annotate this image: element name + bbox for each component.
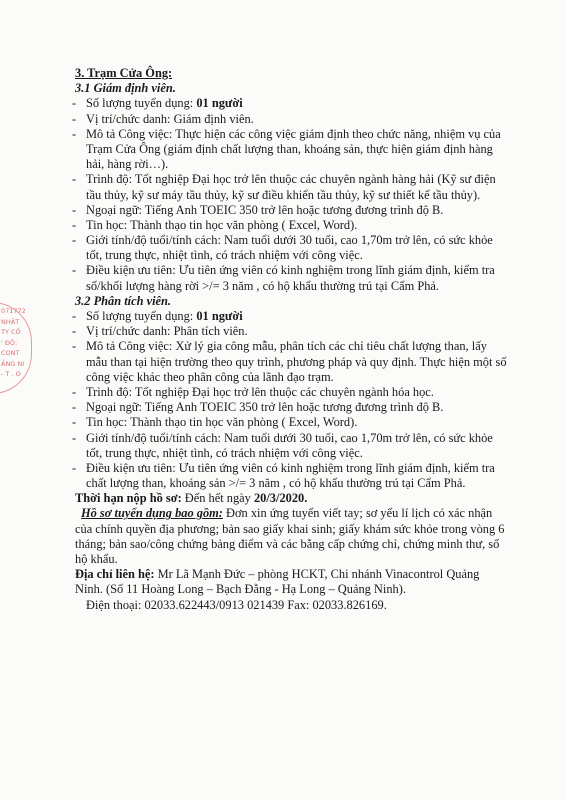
contact-label: Địa chỉ liên hệ:	[75, 567, 155, 582]
contact-phone: Điện thoại: 02033.622443/0913 021439 Fax: 02033.826169.	[86, 597, 387, 612]
desc-line: Trạm Cửa Ông (giám định chất lượng than, khoáng sản, thực hiện giám định hàng	[86, 141, 493, 156]
edu-line: Trình độ: Tốt nghiệp Đại học trở lên thuộc các chuyên ngành hàng hải (Kỹ sư điện	[86, 172, 496, 187]
bullet-dash: -	[72, 384, 77, 399]
desc-line: Mô tả Công việc: Xử lý gia công mẫu, phân tích các chỉ tiêu chất lượng than, lấy	[86, 339, 487, 354]
deadline-label: Thời hạn nộp hồ sơ:	[75, 491, 182, 506]
bullet-dash: -	[72, 339, 77, 354]
subsection-title-3-1: 3.1 Giám định viên.	[75, 81, 176, 96]
dossier-label: Hồ sơ tuyển dụng bao gồm:	[81, 506, 223, 521]
bullet-dash: -	[72, 96, 77, 111]
gender-line: tốt, trung thực, nhiệt tình, có trách nhiệm với công việc.	[86, 248, 363, 263]
deadline-line	[0, 491, 565, 506]
dossier-text: Đơn xin ứng tuyển viết tay; sơ yếu lí lịch có xác nhận	[222, 506, 493, 521]
contact-text: Mr Lã Mạnh Đức – phòng HCKT, Chi nhánh Vinacontrol Quảng	[154, 567, 480, 582]
desc-line: công việc khác theo phân công của lãnh đạo trạm.	[86, 369, 334, 384]
bullet-dash: -	[72, 460, 77, 475]
subsection-title-3-2: 3.2 Phân tích viên.	[75, 293, 172, 308]
list-item	[0, 461, 565, 476]
section-title: 3. Trạm Cửa Ông:	[75, 66, 173, 80]
list-item	[0, 218, 565, 233]
dossier-text: hộ khẩu.	[75, 552, 118, 566]
priority-line: Điều kiện ưu tiên: Ưu tiên ứng viên có kinh nghiệm trong lĩnh giám định, kiểm tra	[86, 460, 495, 475]
qty-value: 01 người	[196, 309, 243, 323]
dossier-text: tháng; bản sao/công chứng bảng điểm và các bằng cấp chứng chỉ, chứng minh thư, số	[75, 536, 500, 551]
desc-line: hải, hàng rời…).	[86, 157, 169, 172]
bullet-dash: -	[72, 233, 77, 248]
position-text: Vị trí/chức danh: Phân tích viên.	[86, 324, 248, 339]
bullet-dash: -	[72, 324, 77, 339]
stamp-line: TY CỔ	[1, 328, 21, 336]
language-text: Ngoại ngữ: Tiếng Anh TOEIC 350 trở lên hoặc tương đương trình độ B.	[86, 202, 444, 217]
it-text: Tin học: Thành thạo tin học văn phòng ( Excel, Word).	[86, 415, 358, 430]
stamp-line: 071772	[1, 307, 26, 315]
list-item	[0, 203, 565, 218]
edu-line: Trình độ: Tốt nghiệp Đại học trở lên thuộc các chuyên ngành hóa học.	[86, 384, 434, 399]
list-item	[0, 339, 565, 354]
contact-address: Ninh. (Số 11 Hoàng Long – Bạch Đằng - Hạ Long – Quảng Ninh).	[75, 582, 406, 597]
list-item	[0, 431, 565, 446]
desc-line: Mô tả Công việc: Thực hiện các công việc giám định theo chức năng, nhiệm vụ của	[86, 126, 501, 141]
bullet-dash: -	[72, 111, 77, 126]
list-item	[0, 233, 565, 248]
position-text: Vị trí/chức danh: Giám định viên.	[86, 111, 254, 126]
edu-line: tầu thủy, kỹ sư máy tầu thủy, kỹ sư điều khiển tầu thủy, kỹ sư thiết kế tầu thủy).	[86, 187, 481, 202]
list-item	[0, 309, 565, 324]
qty-label: Số lượng tuyển dụng:	[86, 96, 197, 111]
list-item	[0, 400, 565, 415]
stamp-line: NHẬT	[1, 317, 20, 326]
list-item	[0, 96, 565, 111]
bullet-dash: -	[72, 172, 77, 187]
priority-line: số/khối lượng hàng rời >/= 3 năm , có hộ khẩu thường trú tại Cẩm Phả.	[86, 278, 440, 293]
bullet-dash: -	[72, 202, 77, 217]
list-item	[0, 172, 565, 187]
stamp-line: CONT	[1, 349, 20, 357]
gender-line: Giới tính/độ tuổi/tính cách: Nam tuổi dưới 30 tuổi, cao 1,70m trở lên, có sức khỏe	[86, 430, 493, 445]
qty-value: 01 người	[196, 96, 243, 111]
list-item	[0, 127, 565, 142]
gender-line: tốt, trung thực, nhiệt tình, có trách nhiệm với công việc.	[86, 445, 363, 460]
language-text: Ngoại ngữ: Tiếng Anh TOEIC 350 trở lên hoặc tương đương trình độ B.	[86, 400, 444, 415]
deadline-text: Đến hết ngày	[181, 491, 254, 506]
list-item	[0, 385, 565, 400]
list-item	[0, 324, 565, 339]
desc-line: mẫu than tại hiện trường theo quy trình, phương pháp và quy định. Thực hiện một số	[86, 354, 507, 369]
dossier-line	[0, 506, 565, 521]
stamp-line: - T . O	[1, 370, 21, 378]
priority-line: chất lượng than, khoáng sản >/= 3 năm , có hộ khẩu thường trú tại Cẩm Phả.	[86, 476, 466, 491]
deadline-date: 20/3/2020.	[253, 491, 308, 506]
bullet-dash: -	[72, 309, 77, 323]
stamp-line: ẢNG NI	[1, 359, 25, 368]
bullet-dash: -	[72, 263, 77, 278]
bullet-dash: -	[72, 415, 77, 430]
list-item	[0, 112, 565, 127]
document-body	[0, 66, 565, 613]
contact-line	[0, 567, 565, 582]
it-text: Tin học: Thành thạo tin học văn phòng ( Excel, Word).	[86, 217, 358, 232]
bullet-dash: -	[72, 430, 77, 445]
qty-label: Số lượng tuyển dụng:	[86, 309, 197, 323]
list-item	[0, 415, 565, 430]
bullet-dash: -	[72, 217, 77, 232]
gender-line: Giới tính/độ tuổi/tính cách: Nam tuổi dưới 30 tuổi, cao 1,70m trở lên, có sức khỏe	[86, 233, 493, 248]
bullet-dash: -	[72, 400, 77, 415]
dossier-text: của chính quyền địa phương; bản sao giấy khai sinh; giấy khám sức khỏe trong vòng 6	[75, 521, 505, 536]
stamp-line: ' ĐỘ:	[1, 338, 18, 347]
list-item	[0, 263, 565, 278]
priority-line: Điều kiện ưu tiên: Ưu tiên ứng viên có kinh nghiệm trong lĩnh giám định, kiểm tra	[86, 263, 495, 278]
bullet-dash: -	[72, 126, 77, 141]
